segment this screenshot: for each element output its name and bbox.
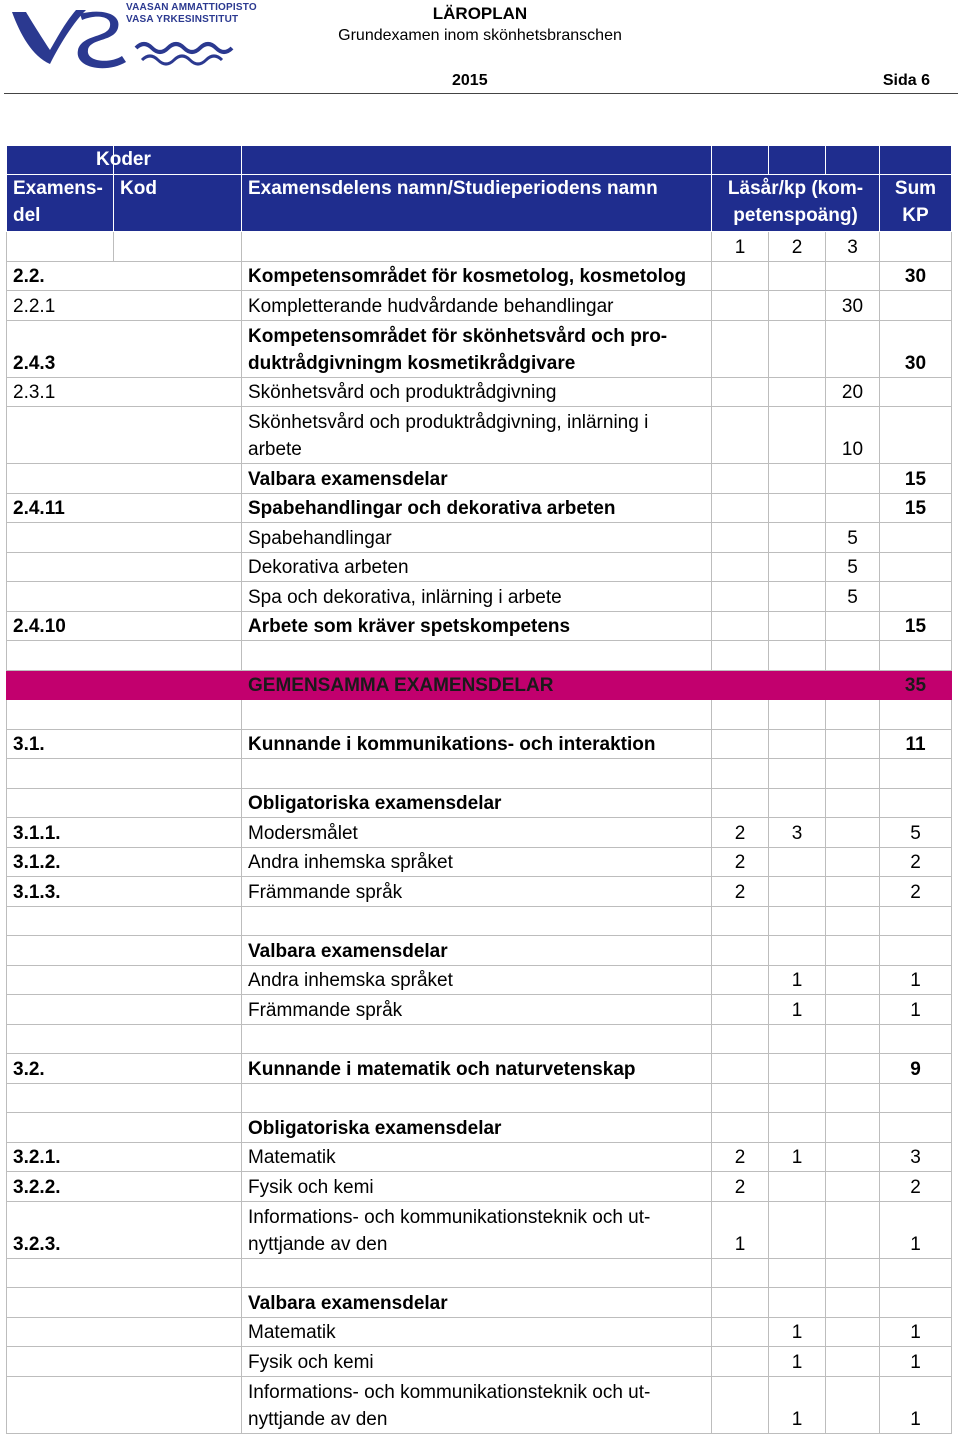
document-title: LÄROPLAN (432, 4, 528, 23)
row-year-3 (826, 995, 880, 1025)
row-year-3 (826, 1376, 880, 1433)
row-year-1: 2 (712, 1142, 769, 1172)
logo-line-1: VAASAN AMMATTIOPISTO (126, 2, 257, 13)
row-year-2 (769, 464, 826, 494)
row-code: 3.2.3. (7, 1201, 242, 1258)
table-row (7, 729, 952, 759)
row-year-2: 1 (769, 995, 826, 1025)
row-year-3 (826, 1201, 880, 1258)
header-koder (96, 146, 242, 175)
row-year-1 (712, 995, 769, 1025)
row-name: Fysik och kemi (242, 1172, 712, 1202)
row-name: Modersmålet (242, 818, 712, 848)
row-year-1 (712, 1376, 769, 1433)
row-sum (880, 377, 952, 407)
row-sum: 3 (880, 1142, 952, 1172)
page-header (0, 0, 960, 96)
row-sum: 30 (880, 261, 952, 291)
row-year-3 (826, 1347, 880, 1377)
row-year-3 (826, 936, 880, 966)
row-name (242, 1024, 712, 1054)
row-code: 3.1.2. (7, 847, 242, 877)
row-year-1 (712, 493, 769, 523)
row-year-1 (712, 906, 769, 936)
row-year-2 (769, 1083, 826, 1113)
row-name: Valbara examensdelar (242, 936, 712, 966)
table-row (7, 493, 952, 523)
row-sum (880, 641, 952, 671)
row-year-2 (769, 320, 826, 377)
row-code (7, 670, 242, 700)
table-row (7, 1024, 952, 1054)
row-year-3 (826, 1258, 880, 1288)
header-year: 2015 (452, 72, 488, 89)
row-year-2 (769, 788, 826, 818)
row-year-2: 1 (769, 1376, 826, 1433)
row-year-3 (826, 1288, 880, 1318)
row-name: Matematik (242, 1317, 712, 1347)
row-name: Kunnande i matematik och naturvetenskap (242, 1054, 712, 1084)
row-code (7, 1288, 242, 1318)
row-sum (880, 291, 952, 321)
year-1-header: 1 (712, 232, 769, 262)
row-name: Andra inhemska språket (242, 847, 712, 877)
row-name: Valbara examensdelar (242, 1288, 712, 1318)
row-year-2 (769, 936, 826, 966)
row-code (7, 965, 242, 995)
row-code (7, 936, 242, 966)
table-cell (7, 232, 114, 262)
table-row (7, 1258, 952, 1288)
row-name: Skönhetsvård och produktrådgivning (242, 377, 712, 407)
row-year-3: 5 (826, 552, 880, 582)
table-row (7, 877, 952, 907)
row-year-2 (769, 261, 826, 291)
row-name: Kompetensområdet för skönhetsvård och pro-duktrådgivningm kosmetikrådgivare (242, 320, 712, 377)
row-year-1 (712, 759, 769, 789)
table-row (7, 261, 952, 291)
row-code: 3.2.1. (7, 1142, 242, 1172)
row-year-1 (712, 1113, 769, 1143)
row-year-3 (826, 464, 880, 494)
row-sum: 1 (880, 965, 952, 995)
header-empty-cell (769, 146, 826, 175)
row-year-3: 20 (826, 377, 880, 407)
header-lasar: Läsår/kp (kom-petenspoäng) (712, 175, 880, 232)
row-name: Obligatoriska examensdelar (242, 788, 712, 818)
row-code (7, 1376, 242, 1433)
row-code: 3.2. (7, 1054, 242, 1084)
row-year-3 (826, 1113, 880, 1143)
row-name: Obligatoriska examensdelar (242, 1113, 712, 1143)
row-year-1 (712, 523, 769, 553)
row-year-2 (769, 291, 826, 321)
row-sum (880, 407, 952, 464)
table-row (7, 788, 952, 818)
row-code (7, 1347, 242, 1377)
row-year-3 (826, 906, 880, 936)
row-year-1 (712, 936, 769, 966)
row-year-1 (712, 1317, 769, 1347)
row-code (7, 1258, 242, 1288)
row-year-1 (712, 1288, 769, 1318)
row-year-2: 1 (769, 965, 826, 995)
table-row (7, 582, 952, 612)
row-code: 2.4.3 (7, 320, 242, 377)
row-code (7, 523, 242, 553)
row-code: 2.4.11 (7, 493, 242, 523)
row-sum: 1 (880, 1317, 952, 1347)
header-empty-cell (826, 146, 880, 175)
row-year-1: 2 (712, 877, 769, 907)
row-year-3 (826, 729, 880, 759)
row-year-1 (712, 1083, 769, 1113)
row-year-3 (826, 818, 880, 848)
row-year-2 (769, 906, 826, 936)
table-row (7, 1054, 952, 1084)
row-year-2 (769, 1201, 826, 1258)
row-year-2: 3 (769, 818, 826, 848)
row-year-1 (712, 320, 769, 377)
row-sum: 11 (880, 729, 952, 759)
row-code (7, 407, 242, 464)
row-year-3 (826, 847, 880, 877)
row-sum (880, 906, 952, 936)
row-year-1 (712, 965, 769, 995)
table-row (7, 759, 952, 789)
row-sum (880, 552, 952, 582)
row-year-1 (712, 1347, 769, 1377)
row-year-2: 1 (769, 1317, 826, 1347)
row-year-1: 2 (712, 818, 769, 848)
row-year-3 (826, 1142, 880, 1172)
table-row (7, 1113, 952, 1143)
row-year-2 (769, 847, 826, 877)
table-row (7, 464, 952, 494)
row-year-1 (712, 670, 769, 700)
row-sum (880, 1024, 952, 1054)
row-year-1: 1 (712, 1201, 769, 1258)
row-name: Dekorativa arbeten (242, 552, 712, 582)
table-row (7, 847, 952, 877)
row-year-2 (769, 700, 826, 730)
row-year-1 (712, 582, 769, 612)
row-year-2 (769, 877, 826, 907)
row-code (7, 1083, 242, 1113)
row-year-1 (712, 377, 769, 407)
row-year-2 (769, 407, 826, 464)
row-year-3: 5 (826, 582, 880, 612)
table-row (7, 1317, 952, 1347)
row-name: Informations- och kommunikationsteknik och ut-nyttjande av den (242, 1201, 712, 1258)
table-row (7, 407, 952, 464)
row-name: GEMENSAMMA EXAMENSDELAR (242, 670, 712, 700)
page-number: Sida 6 (882, 72, 930, 89)
table-cell (880, 232, 952, 262)
table-row (7, 611, 952, 641)
row-year-3 (826, 1317, 880, 1347)
header-empty-cell (712, 146, 769, 175)
row-name: Valbara examensdelar (242, 464, 712, 494)
logo-line-2: VASA YRKESINSTITUT (126, 14, 239, 25)
table-row (7, 1288, 952, 1318)
row-code (7, 1113, 242, 1143)
row-year-1 (712, 407, 769, 464)
table-cell (114, 232, 242, 262)
row-year-3 (826, 1054, 880, 1084)
row-year-1 (712, 1024, 769, 1054)
row-code (7, 700, 242, 730)
row-year-2 (769, 759, 826, 789)
row-sum: 5 (880, 818, 952, 848)
row-year-2 (769, 611, 826, 641)
row-year-3 (826, 1024, 880, 1054)
row-code: 3.1. (7, 729, 242, 759)
table-row (7, 906, 952, 936)
header-koder-label: Koder (96, 149, 151, 170)
row-year-3: 5 (826, 523, 880, 553)
row-name: Kunnande i kommunikations- och interaktion (242, 729, 712, 759)
year-3-header: 3 (826, 232, 880, 262)
row-year-2 (769, 582, 826, 612)
table-row (7, 670, 952, 700)
row-year-1 (712, 788, 769, 818)
row-year-2 (769, 1288, 826, 1318)
row-year-1 (712, 641, 769, 671)
row-year-3 (826, 611, 880, 641)
row-sum (880, 1288, 952, 1318)
row-sum: 1 (880, 1201, 952, 1258)
row-code (7, 552, 242, 582)
row-name: Spa och dekorativa, inlärning i arbete (242, 582, 712, 612)
row-code (7, 906, 242, 936)
row-year-3 (826, 788, 880, 818)
header-sum: Sum KP (880, 175, 952, 232)
row-sum: 15 (880, 493, 952, 523)
table-row (7, 1142, 952, 1172)
row-sum: 15 (880, 464, 952, 494)
row-name: Främmande språk (242, 877, 712, 907)
row-sum (880, 788, 952, 818)
row-year-3 (826, 320, 880, 377)
row-sum: 2 (880, 1172, 952, 1202)
row-year-2 (769, 641, 826, 671)
row-year-2 (769, 523, 826, 553)
row-name (242, 906, 712, 936)
row-sum: 1 (880, 995, 952, 1025)
row-code: 2.2. (7, 261, 242, 291)
row-code (7, 788, 242, 818)
table-row (7, 1083, 952, 1113)
row-code (7, 582, 242, 612)
row-sum: 15 (880, 611, 952, 641)
table-header-row-2 (7, 175, 952, 232)
row-name: Främmande språk (242, 995, 712, 1025)
row-name: Andra inhemska språket (242, 965, 712, 995)
row-sum (880, 936, 952, 966)
row-year-1 (712, 611, 769, 641)
header-divider (4, 93, 958, 94)
row-name (242, 1083, 712, 1113)
row-year-1 (712, 261, 769, 291)
table-row (7, 1376, 952, 1433)
row-code: 3.1.3. (7, 877, 242, 907)
row-sum: 1 (880, 1376, 952, 1433)
row-year-1 (712, 700, 769, 730)
row-sum (880, 759, 952, 789)
row-sum (880, 1258, 952, 1288)
row-sum: 2 (880, 877, 952, 907)
table-cell (242, 232, 712, 262)
row-year-3 (826, 670, 880, 700)
table-row (7, 1201, 952, 1258)
table-row (7, 641, 952, 671)
row-year-1 (712, 291, 769, 321)
row-year-1 (712, 464, 769, 494)
row-code: 2.4.10 (7, 611, 242, 641)
table-row (7, 377, 952, 407)
table-header-row-1 (7, 146, 952, 175)
row-year-2 (769, 1172, 826, 1202)
row-year-3: 30 (826, 291, 880, 321)
row-code (7, 995, 242, 1025)
row-sum: 1 (880, 1347, 952, 1377)
row-year-3 (826, 261, 880, 291)
row-code (7, 1317, 242, 1347)
row-name (242, 759, 712, 789)
header-examensdel: Examens-del (7, 175, 114, 232)
table-row (7, 818, 952, 848)
row-code: 3.2.2. (7, 1172, 242, 1202)
row-year-2: 1 (769, 1142, 826, 1172)
table-row (7, 552, 952, 582)
table-row (7, 1172, 952, 1202)
row-name: Spabehandlingar och dekorativa arbeten (242, 493, 712, 523)
row-year-2 (769, 1258, 826, 1288)
row-name: Spabehandlingar (242, 523, 712, 553)
row-name: Fysik och kemi (242, 1347, 712, 1377)
row-name: Skönhetsvård och produktrådgivning, inlärning i arbete (242, 407, 712, 464)
table-row (7, 1347, 952, 1377)
header-kod: Kod (114, 175, 242, 232)
row-sum (880, 1083, 952, 1113)
row-name (242, 641, 712, 671)
row-year-3 (826, 700, 880, 730)
row-code: 2.2.1 (7, 291, 242, 321)
row-year-1 (712, 1258, 769, 1288)
row-year-1 (712, 729, 769, 759)
row-sum (880, 700, 952, 730)
header-empty-cell (242, 146, 712, 175)
table-row (7, 936, 952, 966)
row-code (7, 1024, 242, 1054)
row-year-1: 2 (712, 1172, 769, 1202)
row-year-1: 2 (712, 847, 769, 877)
row-year-1 (712, 1054, 769, 1084)
row-name: Arbete som kräver spetskompetens (242, 611, 712, 641)
row-year-2 (769, 1024, 826, 1054)
row-sum (880, 523, 952, 553)
row-name: Informations- och kommunikationsteknik och ut-nyttjande av den (242, 1376, 712, 1433)
row-year-3 (826, 877, 880, 907)
row-year-3 (826, 493, 880, 523)
year-columns-row (7, 232, 952, 262)
row-name: Kompletterande hudvårdande behandlingar (242, 291, 712, 321)
row-sum (880, 582, 952, 612)
row-year-3 (826, 1172, 880, 1202)
row-sum: 30 (880, 320, 952, 377)
row-year-2 (769, 1113, 826, 1143)
table-row (7, 965, 952, 995)
table-row (7, 995, 952, 1025)
table-row (7, 320, 952, 377)
row-sum (880, 1113, 952, 1143)
row-year-1 (712, 552, 769, 582)
row-name (242, 700, 712, 730)
row-code (7, 759, 242, 789)
row-year-2: 1 (769, 1347, 826, 1377)
row-code: 2.3.1 (7, 377, 242, 407)
table-row (7, 291, 952, 321)
row-name: Matematik (242, 1142, 712, 1172)
row-year-3 (826, 759, 880, 789)
row-code (7, 641, 242, 671)
row-sum: 35 (880, 670, 952, 700)
document-subtitle: Grundexamen inom skönhetsbranschen (338, 27, 622, 44)
row-code (7, 464, 242, 494)
row-year-2 (769, 493, 826, 523)
year-2-header: 2 (769, 232, 826, 262)
logo-text (126, 2, 257, 26)
header-empty-cell (880, 146, 952, 175)
table-row (7, 523, 952, 553)
curriculum-table (6, 145, 952, 1434)
row-sum: 9 (880, 1054, 952, 1084)
table-row (7, 700, 952, 730)
row-year-3: 10 (826, 407, 880, 464)
row-year-2 (769, 729, 826, 759)
row-name (242, 1258, 712, 1288)
row-name: Kompetensområdet för kosmetolog, kosmetolog (242, 261, 712, 291)
row-year-3 (826, 965, 880, 995)
row-year-2 (769, 377, 826, 407)
row-sum: 2 (880, 847, 952, 877)
row-year-3 (826, 641, 880, 671)
row-code: 3.1.1. (7, 818, 242, 848)
header-namn: Examensdelens namn/Studieperiodens namn (242, 175, 712, 232)
row-year-2 (769, 552, 826, 582)
row-year-3 (826, 1083, 880, 1113)
row-year-2 (769, 670, 826, 700)
row-year-2 (769, 1054, 826, 1084)
